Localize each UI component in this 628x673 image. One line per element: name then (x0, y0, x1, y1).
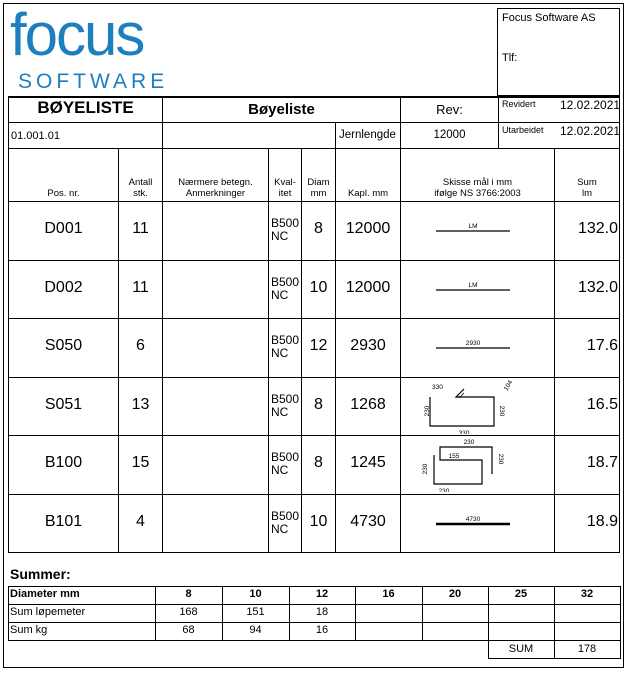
col-pos: Pos. nr. (47, 188, 80, 199)
company-logo (10, 1, 220, 94)
row-cut: 12000 (345, 279, 391, 296)
row-quality-1: B500 (271, 275, 300, 289)
col-note-2: Anmerkninger (185, 188, 246, 199)
summary-gridline (620, 586, 621, 640)
revised-date: 12.02.2021 (560, 98, 621, 112)
col-sketch-2: ifølge NS 3766:2003 (434, 188, 521, 199)
summary-length-label: Sum løpemeter (10, 606, 86, 618)
bar-shape-sketch (402, 436, 552, 492)
iron-length-value: 12000 (433, 129, 466, 141)
summary-gridline (620, 640, 621, 659)
rev-label: Rev: (436, 102, 463, 117)
summary-kg: 16 (315, 624, 329, 636)
row-sum: 16.5 (586, 396, 618, 413)
prepared-date: 12.02.2021 (560, 124, 621, 138)
col-note-1: Nærmere betegn. (178, 177, 253, 188)
row-quality-2: NC (271, 288, 289, 302)
dim-left: 230 (422, 463, 429, 475)
dim-d: 230 (498, 405, 505, 417)
bar-shape-sketch (402, 261, 552, 317)
summary-kg-label: Sum kg (10, 624, 48, 636)
row-diam: 8 (314, 454, 323, 471)
row-quality-1: B500 (271, 216, 300, 230)
summary-diameter: 25 (514, 588, 528, 600)
col-diam-2: mm (310, 188, 327, 199)
row-pos: B100 (44, 454, 83, 471)
summary-diameter: 12 (315, 588, 329, 600)
summary-length: 151 (246, 606, 265, 618)
summary-kg: 94 (249, 624, 262, 636)
phone-label: Tlf: (502, 52, 518, 64)
row-cut: 4730 (350, 513, 386, 530)
summary-diameter: 8 (185, 588, 192, 600)
summary-diameter: 16 (382, 588, 395, 600)
summary-diameter: 32 (580, 588, 594, 600)
row-quality-1: B500 (271, 392, 300, 406)
bar-length-label: LM (468, 282, 478, 289)
row-pos: S050 (44, 337, 83, 354)
company-name: Focus Software AS (502, 12, 596, 24)
bar-length-label: LM (468, 223, 478, 230)
row-pos: D001 (44, 220, 83, 237)
col-quality-1: Kval- (274, 177, 296, 188)
row-quality-1: B500 (271, 509, 300, 523)
row-diam: 12 (309, 337, 328, 354)
row-diam: 8 (314, 220, 323, 237)
col-sketch-1: Skisse mål i mm (442, 177, 513, 188)
summary-gridline (8, 622, 620, 623)
dim-a: 330 (432, 384, 443, 391)
row-quality-2: NC (271, 463, 289, 477)
dim-right: 230 (497, 453, 504, 465)
bar-shape-sketch (402, 319, 552, 375)
revised-label: Revidert (502, 99, 536, 109)
logo-word: focus (10, 1, 144, 68)
row-pos: B101 (44, 513, 83, 530)
summary-sum-value: 178 (577, 643, 597, 655)
summary-diameter: 10 (249, 588, 262, 600)
row-pos: D002 (44, 279, 83, 296)
row-count: 13 (131, 396, 150, 413)
list-number: 01.001.01 (11, 130, 60, 142)
summary-gridline (8, 586, 620, 587)
row-quality-2: NC (271, 405, 289, 419)
row-quality-1: B500 (271, 450, 300, 464)
list-title: Bøyeliste (248, 101, 315, 118)
dim-c: 230 (424, 405, 431, 417)
col-quality-2: itet (278, 188, 292, 199)
dim-bottom: 230 (438, 488, 450, 492)
row-count: 6 (136, 337, 145, 354)
sbend-bar (434, 447, 492, 484)
logo-subtitle: SOFTWARE (18, 70, 169, 93)
row-quality-2: NC (271, 229, 289, 243)
row-count: 4 (136, 513, 145, 530)
row-pos: S051 (44, 396, 83, 413)
col-count-2: stk. (133, 188, 148, 199)
col-sum-1: Sum (577, 177, 597, 188)
bar-shape-sketch (402, 202, 552, 258)
bar-shape-sketch (402, 378, 552, 434)
row-cut: 12000 (345, 220, 391, 237)
col-diam-1: Diam (307, 177, 330, 188)
summary-gridline (8, 586, 9, 640)
summary-length: 18 (315, 606, 329, 618)
row-cut: 1268 (350, 396, 386, 413)
dim-e: 330 (458, 430, 470, 434)
summary-kg: 68 (182, 624, 195, 636)
row-quality-2: NC (271, 346, 289, 360)
list-code: BØYELISTE (37, 98, 134, 117)
dim-inner: 155 (448, 453, 460, 460)
row-quality-1: B500 (271, 333, 300, 347)
row-sum: 132.0 (577, 220, 618, 237)
row-count: 11 (132, 220, 149, 237)
row-sum: 18.7 (586, 454, 618, 471)
summary-length: 168 (179, 606, 198, 618)
col-count-1: Antall (128, 177, 153, 188)
row-count: 15 (131, 454, 150, 471)
summary-sum-label: SUM (508, 643, 534, 655)
col-cut: Kapl. mm (347, 188, 389, 199)
row-diam: 10 (309, 279, 328, 296)
row-sum: 132.0 (577, 279, 618, 296)
col-sum-2: lm (581, 188, 593, 199)
summary-diam-label: Diameter mm (10, 588, 80, 600)
row-cut: 1245 (350, 454, 386, 471)
row-quality-2: NC (271, 522, 289, 536)
prepared-label: Utarbeidet (502, 125, 544, 135)
iron-length-label: Jernlengde (339, 129, 396, 141)
summary-title: Summer: (10, 566, 71, 582)
row-cut: 2930 (350, 337, 386, 354)
row-count: 11 (132, 279, 149, 296)
row-diam: 8 (314, 396, 323, 413)
bar-length-label: 4730 (465, 516, 481, 523)
row-diam: 10 (309, 513, 328, 530)
summary-gridline (8, 604, 620, 605)
row-sum: 18.9 (586, 513, 618, 530)
bar-shape-sketch (402, 495, 552, 551)
summary-diameter: 20 (448, 588, 462, 600)
dim-b: 104 (502, 379, 515, 393)
summary-gridline (8, 640, 620, 641)
bar-length-label: 2930 (465, 340, 481, 347)
row-sum: 17.6 (586, 337, 618, 354)
dim-top: 230 (463, 439, 475, 446)
